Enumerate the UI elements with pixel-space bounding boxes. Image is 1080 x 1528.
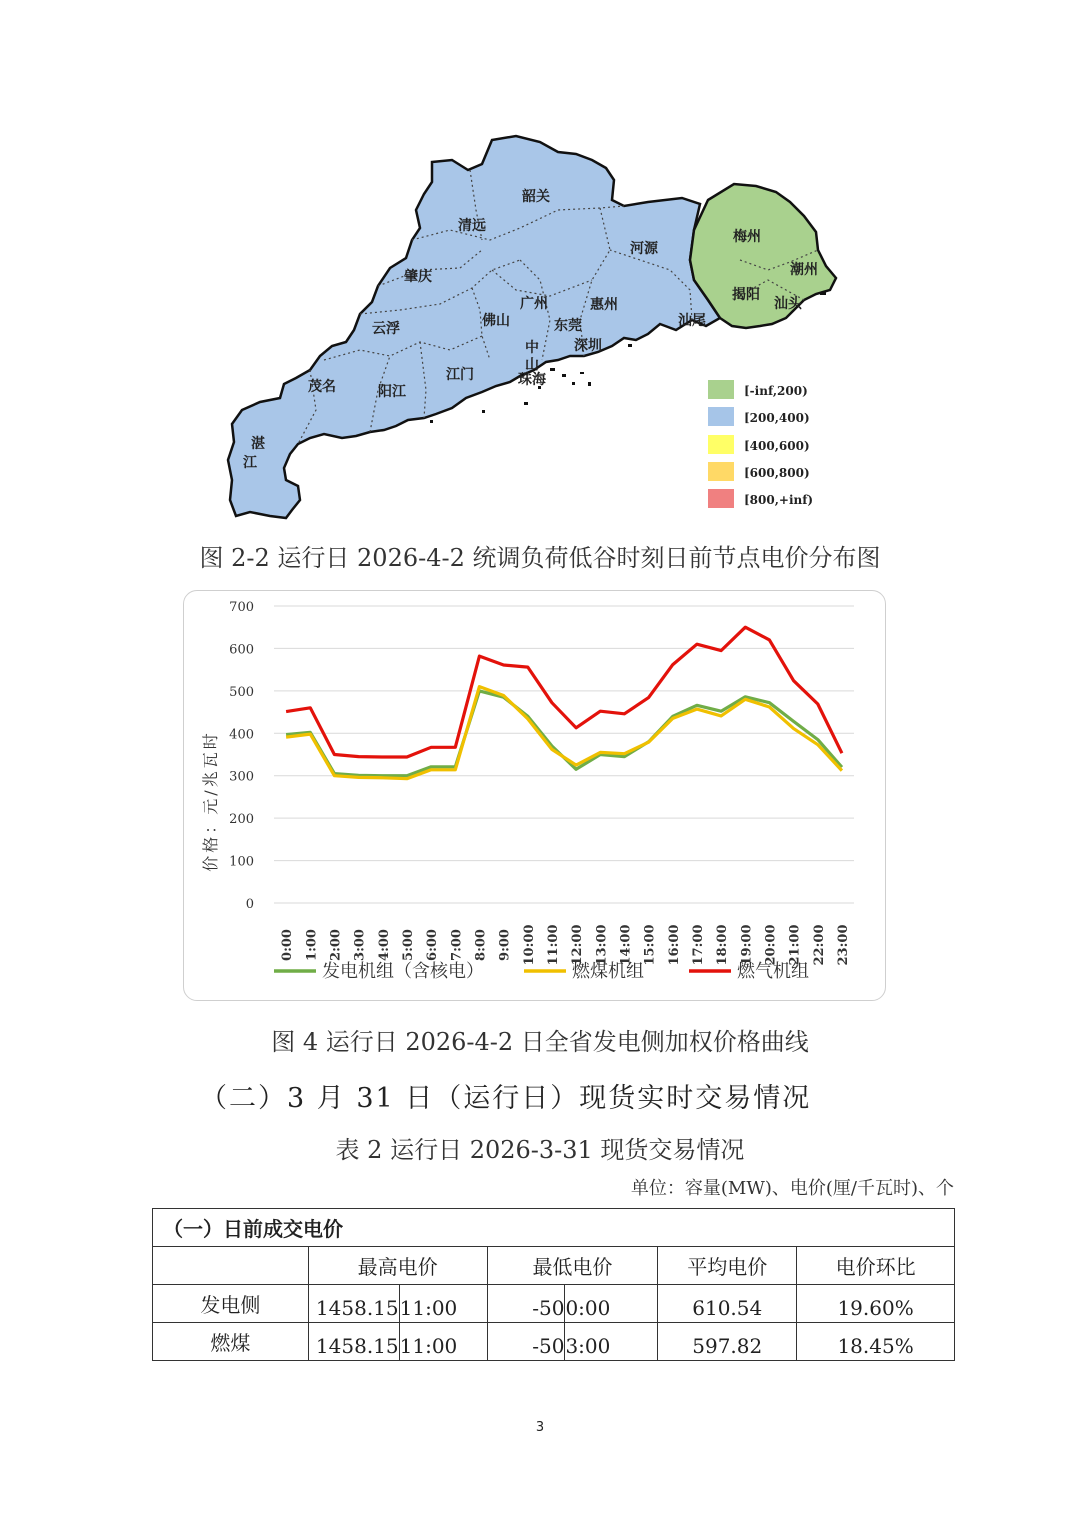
y-tick-label: 400 (229, 727, 254, 743)
table-header-avg: 平均电价 (658, 1247, 797, 1285)
x-tick-label: 17:00 (690, 924, 706, 966)
chart-canvas (184, 591, 887, 1002)
map-label-dongguan: 东莞 (554, 318, 582, 334)
y-tick-label: 200 (229, 812, 254, 828)
legend-label-0: [-inf,200) (744, 384, 808, 398)
x-tick-label: 2:00 (328, 929, 344, 961)
price-line-chart (183, 590, 886, 1001)
map-label-yangjiang: 阳江 (378, 384, 406, 400)
map-caption: 图 2-2 运行日 2026-4-2 统调负荷低谷时刻日前节点电价分布图 (199, 544, 881, 572)
y-tick-label: 100 (229, 854, 254, 870)
table-header-max: 最高电价 (308, 1247, 487, 1285)
legend-label-2: [400,600) (744, 439, 810, 453)
x-tick-label: 18:00 (715, 924, 731, 966)
row-min-price: -50 (487, 1323, 565, 1361)
series-line-2 (286, 627, 842, 757)
map-label-guangzhou: 广州 (520, 296, 548, 312)
chart-y-axis-label: 价格：元/兆瓦时 (201, 730, 220, 872)
row-max-price: 1458.15 (308, 1323, 399, 1361)
x-tick-label: 0:00 (280, 929, 296, 961)
x-tick-label: 16:00 (666, 924, 682, 966)
y-tick-label: 300 (229, 769, 254, 785)
x-tick-label: 20:00 (763, 924, 779, 966)
y-tick-label: 0 (245, 897, 254, 912)
table-header-ratio: 电价环比 (797, 1247, 955, 1285)
x-tick-label: 15:00 (642, 924, 658, 966)
map-label-chaozhou: 潮州 (790, 262, 818, 278)
row-min-time: 3:00 (565, 1323, 658, 1361)
chart-caption: 图 4 运行日 2026-4-2 日全省发电侧加权价格曲线 (271, 1028, 809, 1056)
x-tick-label: 5:00 (400, 929, 416, 961)
price-table (152, 1208, 955, 1361)
map-label-maoming: 茂名 (308, 379, 336, 395)
x-tick-label: 3:00 (352, 929, 368, 961)
x-tick-label: 11:00 (545, 924, 561, 966)
x-tick-label: 21:00 (787, 924, 803, 966)
x-tick-label: 13:00 (594, 924, 610, 966)
map-legend (708, 380, 813, 508)
map-label-zhongshan-1: 中 (525, 340, 539, 356)
map-label-yunfu: 云浮 (372, 321, 400, 337)
row-name: 发电侧 (153, 1285, 309, 1323)
map-label-meizhou: 梅州 (733, 229, 761, 245)
x-tick-label: 12:00 (570, 924, 586, 966)
map-label-zhaoqing: 肇庆 (404, 269, 432, 285)
map-region-blue (228, 136, 720, 518)
x-tick-label: 22:00 (811, 924, 827, 966)
legend-label-1: 燃煤机组 (572, 961, 644, 982)
map-label-jieyang: 揭阳 (732, 287, 760, 303)
table-header-min: 最低电价 (487, 1247, 658, 1285)
row-min-time: 0:00 (565, 1285, 658, 1323)
y-tick-label: 500 (229, 684, 254, 700)
row-ratio: 18.45% (797, 1323, 955, 1361)
x-tick-label: 9:00 (497, 929, 513, 961)
legend-swatch-2 (708, 435, 734, 454)
map-label-huizhou: 惠州 (590, 297, 618, 313)
table-header-empty (153, 1247, 309, 1285)
map-label-shantou: 汕头 (774, 296, 802, 312)
x-tick-label: 6:00 (425, 929, 441, 961)
legend-label-4: [800,+inf) (744, 493, 814, 507)
map-region-green (690, 184, 836, 328)
row-max-time: 11:00 (399, 1323, 487, 1361)
table-caption: 表 2 运行日 2026-3-31 现货交易情况 (335, 1136, 745, 1164)
map-label-zhongshan-2: 山 (525, 357, 539, 373)
x-tick-label: 19:00 (739, 924, 755, 966)
map-label-shanwei: 汕尾 (678, 313, 706, 329)
row-avg: 597.82 (658, 1323, 797, 1361)
table-unit-note: 单位：容量(MW)、电价(厘/千瓦时)、个 (630, 1178, 954, 1199)
page-number: 3 (535, 1420, 545, 1435)
row-max-price: 1458.15 (308, 1285, 399, 1323)
map-label-zhanjiang-2: 江 (243, 455, 257, 471)
row-name: 燃煤 (153, 1323, 309, 1361)
legend-swatch-4 (708, 489, 734, 508)
x-tick-label: 10:00 (521, 924, 537, 966)
table-group-title: （一）日前成交电价 (153, 1209, 955, 1247)
map-label-shenzhen: 深圳 (574, 338, 602, 354)
legend-swatch-3 (708, 462, 734, 481)
y-tick-label: 700 (229, 600, 254, 615)
x-tick-label: 14:00 (618, 924, 634, 966)
map-label-shaoguan: 韶关 (522, 189, 550, 205)
row-avg: 610.54 (658, 1285, 797, 1323)
x-tick-label: 7:00 (449, 929, 465, 961)
table-header-row (153, 1247, 955, 1285)
legend-label-0: 发电机组（含核电） (322, 961, 484, 982)
table-group-row (153, 1209, 955, 1247)
x-tick-label: 8:00 (473, 929, 489, 961)
legend-swatch-1 (708, 407, 734, 426)
legend-label-1: [200,400) (744, 411, 810, 425)
map-label-qingyuan: 清远 (458, 218, 486, 234)
map-label-zhuhai: 珠海 (518, 372, 546, 388)
map-label-jiangmen: 江门 (446, 367, 474, 383)
map-label-zhanjiang-1: 湛 (251, 436, 265, 452)
table-row (153, 1285, 955, 1323)
x-tick-label: 4:00 (376, 929, 392, 961)
section-title: （二）3 月 31 日（运行日）现货实时交易情况 (200, 1083, 812, 1114)
y-tick-label: 600 (229, 642, 254, 658)
table-row (153, 1323, 955, 1361)
row-min-price: -50 (487, 1285, 565, 1323)
legend-label-3: [600,800) (744, 466, 810, 480)
map-label-foshan: 佛山 (482, 313, 510, 329)
row-ratio: 19.60% (797, 1285, 955, 1323)
map-label-heyuan: 河源 (630, 241, 658, 257)
legend-swatch-0 (708, 380, 734, 399)
x-tick-label: 1:00 (304, 929, 320, 961)
x-tick-label: 23:00 (835, 924, 851, 966)
legend-label-2: 燃气机组 (737, 961, 809, 982)
row-max-time: 11:00 (399, 1285, 487, 1323)
price-distribution-map (220, 120, 860, 530)
